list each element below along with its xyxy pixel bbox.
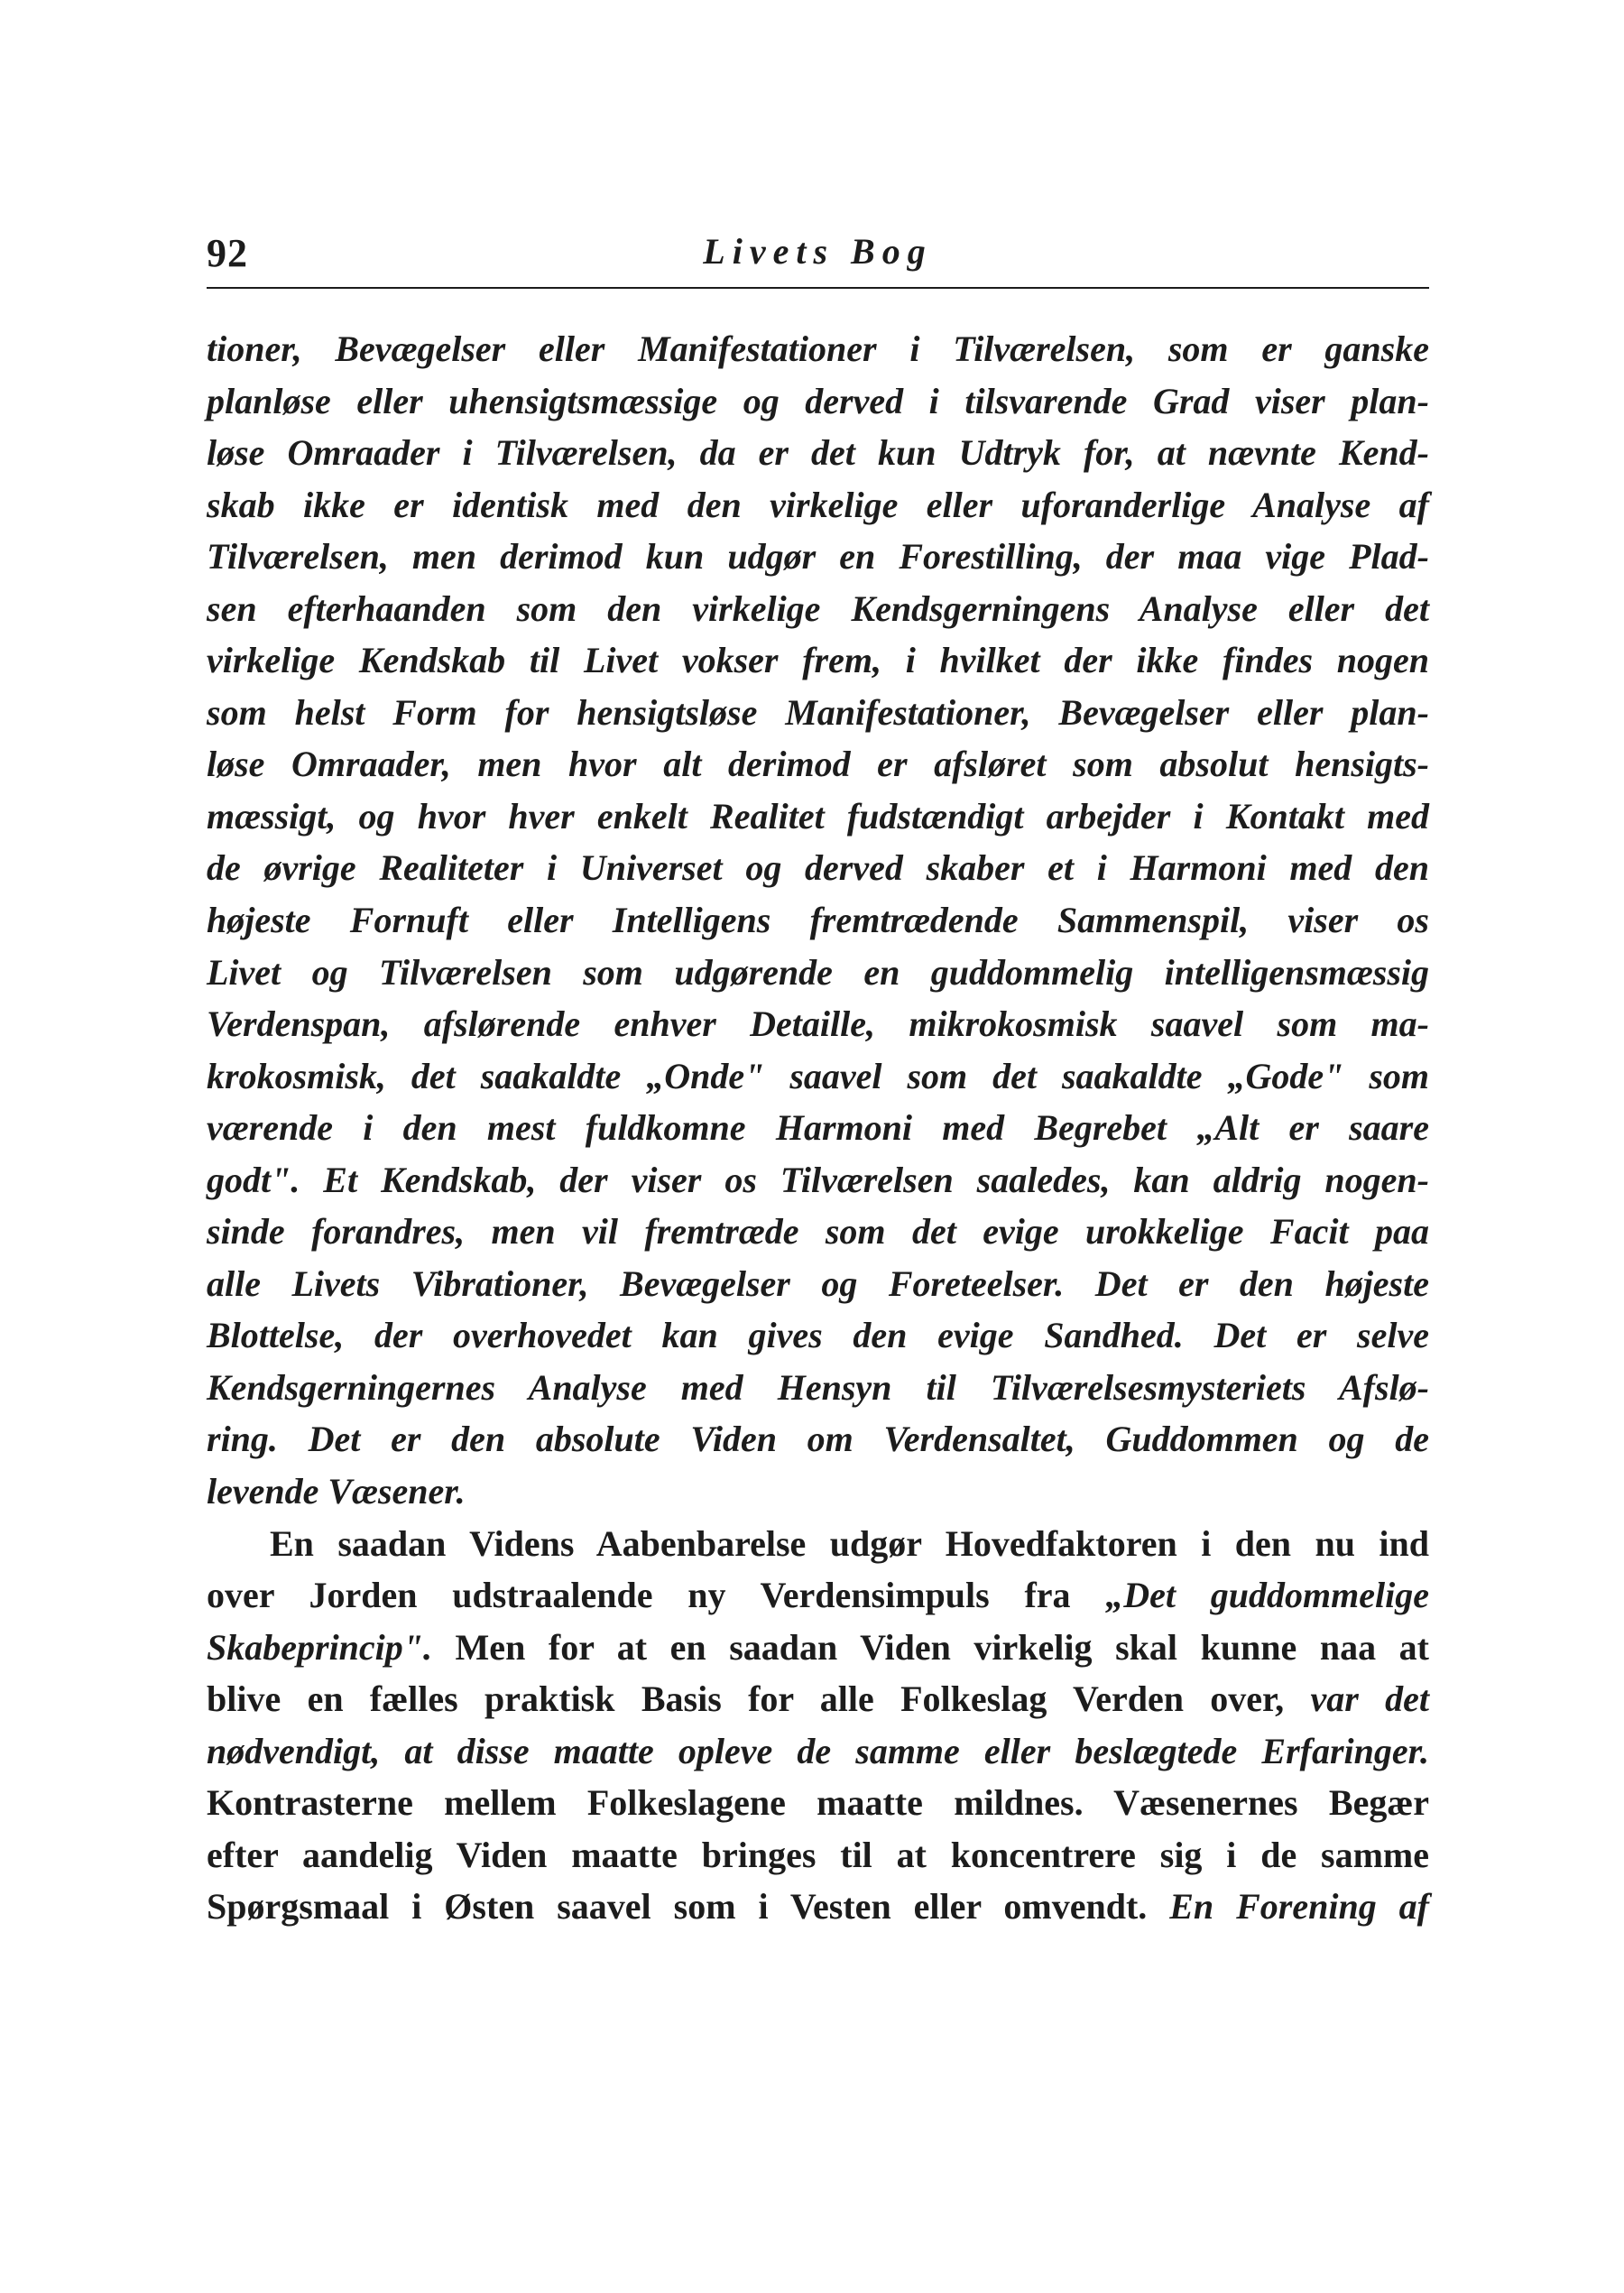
text-line: Livet og Tilværelsen som udgørende en guddommelig intelligensmæssig (207, 951, 1429, 993)
text-line: tioner, Bevægelser eller Manifestationer i Tilværelsen, som er ganske (207, 328, 1429, 369)
text-span: over Jorden udstraalende ny Verdensimpuls fra (207, 1575, 1106, 1616)
text-line (207, 1673, 1429, 1725)
text-line: mæssigt, og hvor hver enkelt Realitet fudstændigt arbejder i Kontakt med (207, 795, 1429, 837)
text-line: nødvendigt, at disse maatte opleve de samme eller beslægtede Erfaringer. (207, 1730, 1429, 1771)
text-line (207, 1881, 1429, 1933)
text-line: Kendsgerningernes Analyse med Hensyn til Tilværelsesmysteriets Afslø- (207, 1366, 1429, 1408)
text-span-italic: „Det guddommelige (1105, 1575, 1429, 1616)
page-number: 92 (207, 231, 248, 275)
text-line: alle Livets Vibrationer, Bevægelser og Foreteelser. Det er den højeste (207, 1262, 1429, 1304)
page-header (207, 230, 1429, 284)
text-line: levende Væsener. (207, 1471, 466, 1512)
paragraph-1 (207, 323, 1429, 1518)
body-text (207, 323, 1429, 1933)
text-line (207, 1569, 1429, 1622)
text-line: Kontrasterne mellem Folkeslagene maatte mildnes. Væsenernes Begær (207, 1782, 1429, 1824)
text-line: Blottelse, der overhovedet kan gives den evige Sandhed. Det er selve (207, 1315, 1429, 1356)
text-line: efter aandelig Viden maatte bringes til at koncentrere sig i de samme (207, 1834, 1429, 1875)
text-line: krokosmisk, det saakaldte „Onde" saavel som det saakaldte „Gode" som (207, 1055, 1429, 1096)
text-span-italic: var det (1310, 1678, 1429, 1720)
text-line: Verdenspan, afslørende enhver Detaille, mikrokosmisk saavel som ma- (207, 1003, 1429, 1045)
text-span: Spørgsmaal i Østen saavel som i Vesten eller omvendt. (207, 1886, 1170, 1928)
running-title: Livets Bog (703, 231, 933, 272)
header-rule (207, 287, 1429, 289)
text-line: En saadan Videns Aabenbarelse udgør Hovedfaktoren i den nu ind (270, 1522, 1429, 1564)
text-line (207, 1622, 1429, 1674)
text-span: blive en fælles praktisk Basis for alle Folkeslag Verden over, (207, 1678, 1311, 1720)
text-line: virkelige Kendskab til Livet vokser frem, i hvilket der ikke findes nogen (207, 640, 1429, 681)
text-span-italic: En Forening af (1169, 1886, 1430, 1928)
text-line: godt". Et Kendskab, der viser os Tilværelsen saaledes, kan aldrig nogen- (207, 1159, 1429, 1200)
text-line: de øvrige Realiteter i Universet og derved skaber et i Harmoni med den (207, 847, 1429, 889)
text-line: værende i den mest fuldkomne Harmoni med Begrebet „Alt er saare (207, 1107, 1429, 1149)
text-span-italic: Skabeprincip". (207, 1626, 432, 1668)
text-line: som helst Form for hensigtsløse Manifestationer, Bevægelser eller plan- (207, 691, 1429, 733)
text-span: Men for at en saadan Viden virkelig skal kunne naa at (432, 1626, 1429, 1668)
text-line: ring. Det er den absolute Viden om Verdensaltet, Guddommen og de (207, 1419, 1429, 1460)
text-line: højeste Fornuft eller Intelligens fremtrædende Sammenspil, viser os (207, 900, 1429, 941)
text-line: planløse eller uhensigtsmæssige og derved i tilsvarende Grad viser plan- (207, 380, 1429, 421)
text-line: løse Omraader, men hvor alt derimod er afsløret som absolut hensigts- (207, 744, 1429, 785)
text-line: løse Omraader i Tilværelsen, da er det kun Udtryk for, at nævnte Kend- (207, 432, 1429, 474)
paragraph-2 (207, 1518, 1429, 1933)
text-line: Tilværelsen, men derimod kun udgør en Forestilling, der maa vige Plad- (207, 536, 1429, 578)
text-line: skab ikke er identisk med den virkelige eller uforanderlige Analyse af (207, 484, 1429, 525)
text-line: sen efterhaanden som den virkelige Kendsgerningens Analyse eller det (207, 587, 1429, 629)
text-line: sinde forandres, men vil fremtræde som det evige urokkelige Facit paa (207, 1211, 1429, 1253)
